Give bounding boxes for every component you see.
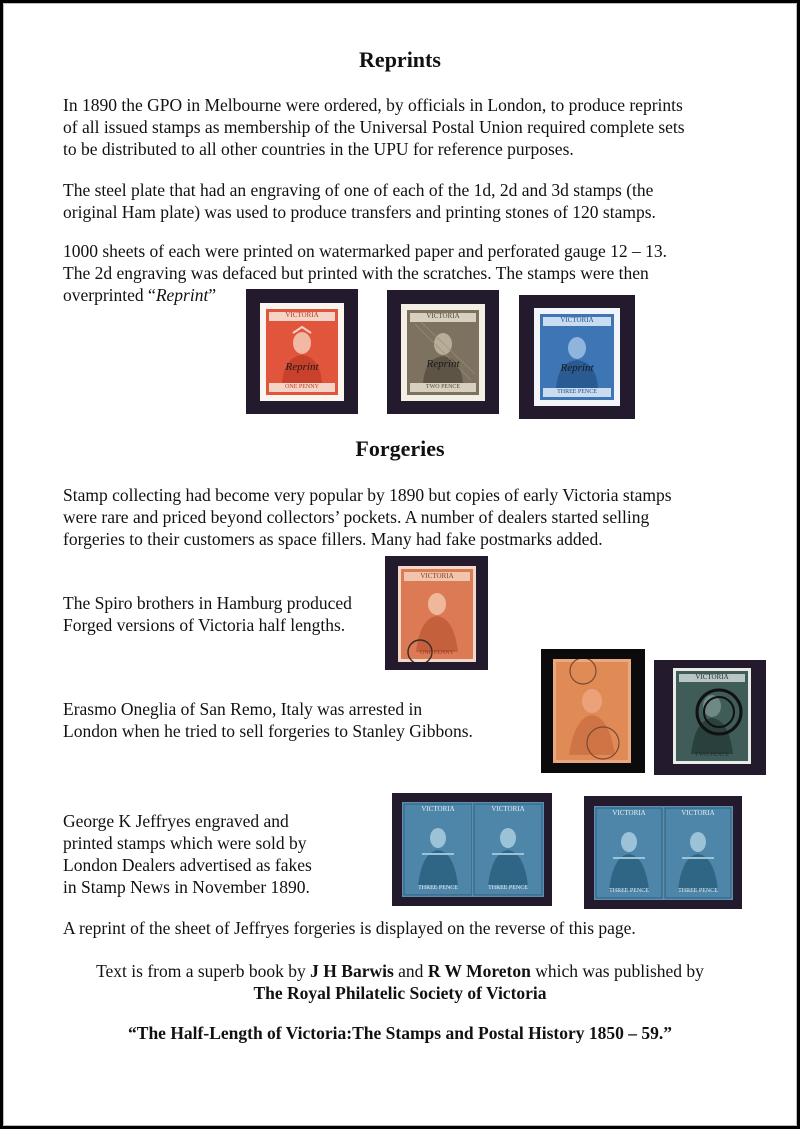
stamp-top-text: VICTORIA (491, 805, 525, 813)
text-line: were rare and priced beyond collectors’ pockets. A number of dealers started selling (63, 507, 650, 527)
text-line: The Spiro brothers in Hamburg produced (63, 593, 352, 613)
reprint-overprint: Reprint (560, 362, 594, 374)
text-line: to be distributed to all other countries in the UPU for reference purposes. (63, 139, 574, 159)
stamp-top-text: VICTORIA (612, 809, 646, 817)
text-line: A reprint of the sheet of Jeffryes forgeries is displayed on the reverse of this page. (63, 918, 636, 938)
stamp-value-text: THREE PENCE (557, 389, 597, 395)
text-line: overprinted “Reprint” (63, 285, 217, 305)
stamp-mount (392, 793, 552, 906)
queen-portrait-icon (594, 806, 664, 900)
stamp-top-text: VICTORIA (285, 311, 319, 319)
stamp-top-text: VICTORIA (420, 572, 454, 580)
stamp-mount (654, 660, 766, 775)
jeffryes-text (63, 810, 312, 898)
spiro-forgery-stamp (398, 566, 476, 662)
stamp-top-text: VICTORIA (421, 805, 455, 813)
book-title: “The Half-Length of Victoria:The Stamps and Postal History 1850 – 59.” (128, 1023, 672, 1043)
queen-portrait-icon (553, 659, 631, 763)
reprints-heading: Reprints (359, 47, 441, 72)
stamp-value-text: TWO PENCE (694, 752, 730, 758)
reprint-two-pence-stamp (401, 304, 485, 401)
stamp-mount (385, 556, 488, 670)
forgeries-intro (63, 484, 672, 550)
jeffryes-forgery-stamp (472, 802, 544, 897)
text-line: Stamp collecting had become very popular by 1890 but copies of early Victoria stamps (63, 485, 672, 505)
jeffryes-forgery-stamp (594, 806, 664, 900)
text-line: original Ham plate) was used to produce transfers and printing stones of 120 stamps. (63, 202, 656, 222)
text-line: in Stamp News in November 1890. (63, 877, 310, 897)
reprint-overprint: Reprint (285, 361, 319, 373)
forgeries-heading: Forgeries (355, 436, 445, 461)
stamp-value-text: TWO PENCE (425, 384, 461, 390)
stamp-value-text: THREE PENCE (418, 885, 458, 891)
reprints-paragraph-1 (63, 94, 685, 160)
stamp-top-text: VICTORIA (560, 316, 594, 324)
stamp-value-text: THREE PENCE (488, 885, 528, 891)
queen-portrait-icon (398, 566, 476, 662)
text-line: George K Jeffryes engraved and (63, 811, 289, 831)
reprint-one-penny-stamp (260, 303, 344, 401)
stamp-value-text: THREE PENCE (609, 888, 649, 894)
jeffryes-forgery-stamp (663, 806, 733, 900)
queen-portrait-icon (673, 668, 751, 764)
oneglia-forgery-stamp-2 (673, 668, 751, 764)
stamp-top-text: VICTORIA (681, 809, 715, 817)
text-line: In 1890 the GPO in Melbourne were ordered, by officials in London, to produce reprints (63, 95, 683, 115)
queen-portrait-icon (472, 802, 544, 897)
reverse-note (63, 917, 636, 939)
stamp-value-text: ONE PENNY (420, 650, 454, 656)
text-line: London when he tried to sell forgeries to Stanley Gibbons. (63, 721, 473, 741)
text-line: The 2d engraving was defaced but printed with the scratches. The stamps were then (63, 263, 649, 283)
stamp-top-text: VICTORIA (695, 673, 729, 681)
credits-line (4, 960, 796, 1004)
stamp-mount (387, 290, 499, 414)
publisher-name: The Royal Philatelic Society of Victoria (253, 983, 547, 1003)
oneglia-text (63, 698, 473, 742)
album-page (3, 3, 797, 1126)
stamp-value-text: THREE PENCE (678, 888, 718, 894)
text-line: of all issued stamps as membership of the Universal Postal Union required complete sets (63, 117, 685, 137)
spiro-text (63, 592, 352, 636)
stamp-top-text: VICTORIA (426, 312, 460, 320)
stamp-mount (584, 796, 742, 909)
stamp-mount (541, 649, 645, 773)
stamp-value-text: ONE PENNY (285, 384, 319, 390)
text-line: Erasmo Oneglia of San Remo, Italy was arrested in (63, 699, 423, 719)
text-line: London Dealers advertised as fakes (63, 855, 312, 875)
queen-portrait-icon (663, 806, 733, 900)
reprints-paragraph-2 (63, 179, 656, 223)
text-line: Text is from a superb book by J H Barwis and R W Moreton which was published by (96, 961, 704, 981)
queen-portrait-icon (402, 802, 474, 897)
text-line: 1000 sheets of each were printed on watermarked paper and perforated gauge 12 – 13. (63, 241, 667, 261)
reprint-overprint: Reprint (426, 358, 460, 370)
text-line: forgeries to their customers as space fillers. Many had fake postmarks added. (63, 529, 603, 549)
oneglia-forgery-stamp-1 (553, 659, 631, 763)
reprint-three-pence-stamp (534, 308, 620, 406)
stamp-mount (519, 295, 635, 419)
jeffryes-forgery-stamp (402, 802, 474, 897)
text-line: printed stamps which were sold by (63, 833, 307, 853)
text-line: Forged versions of Victoria half lengths. (63, 615, 346, 635)
stamp-mount (246, 289, 358, 414)
text-line: The steel plate that had an engraving of one of each of the 1d, 2d and 3d stamps (the (63, 180, 654, 200)
